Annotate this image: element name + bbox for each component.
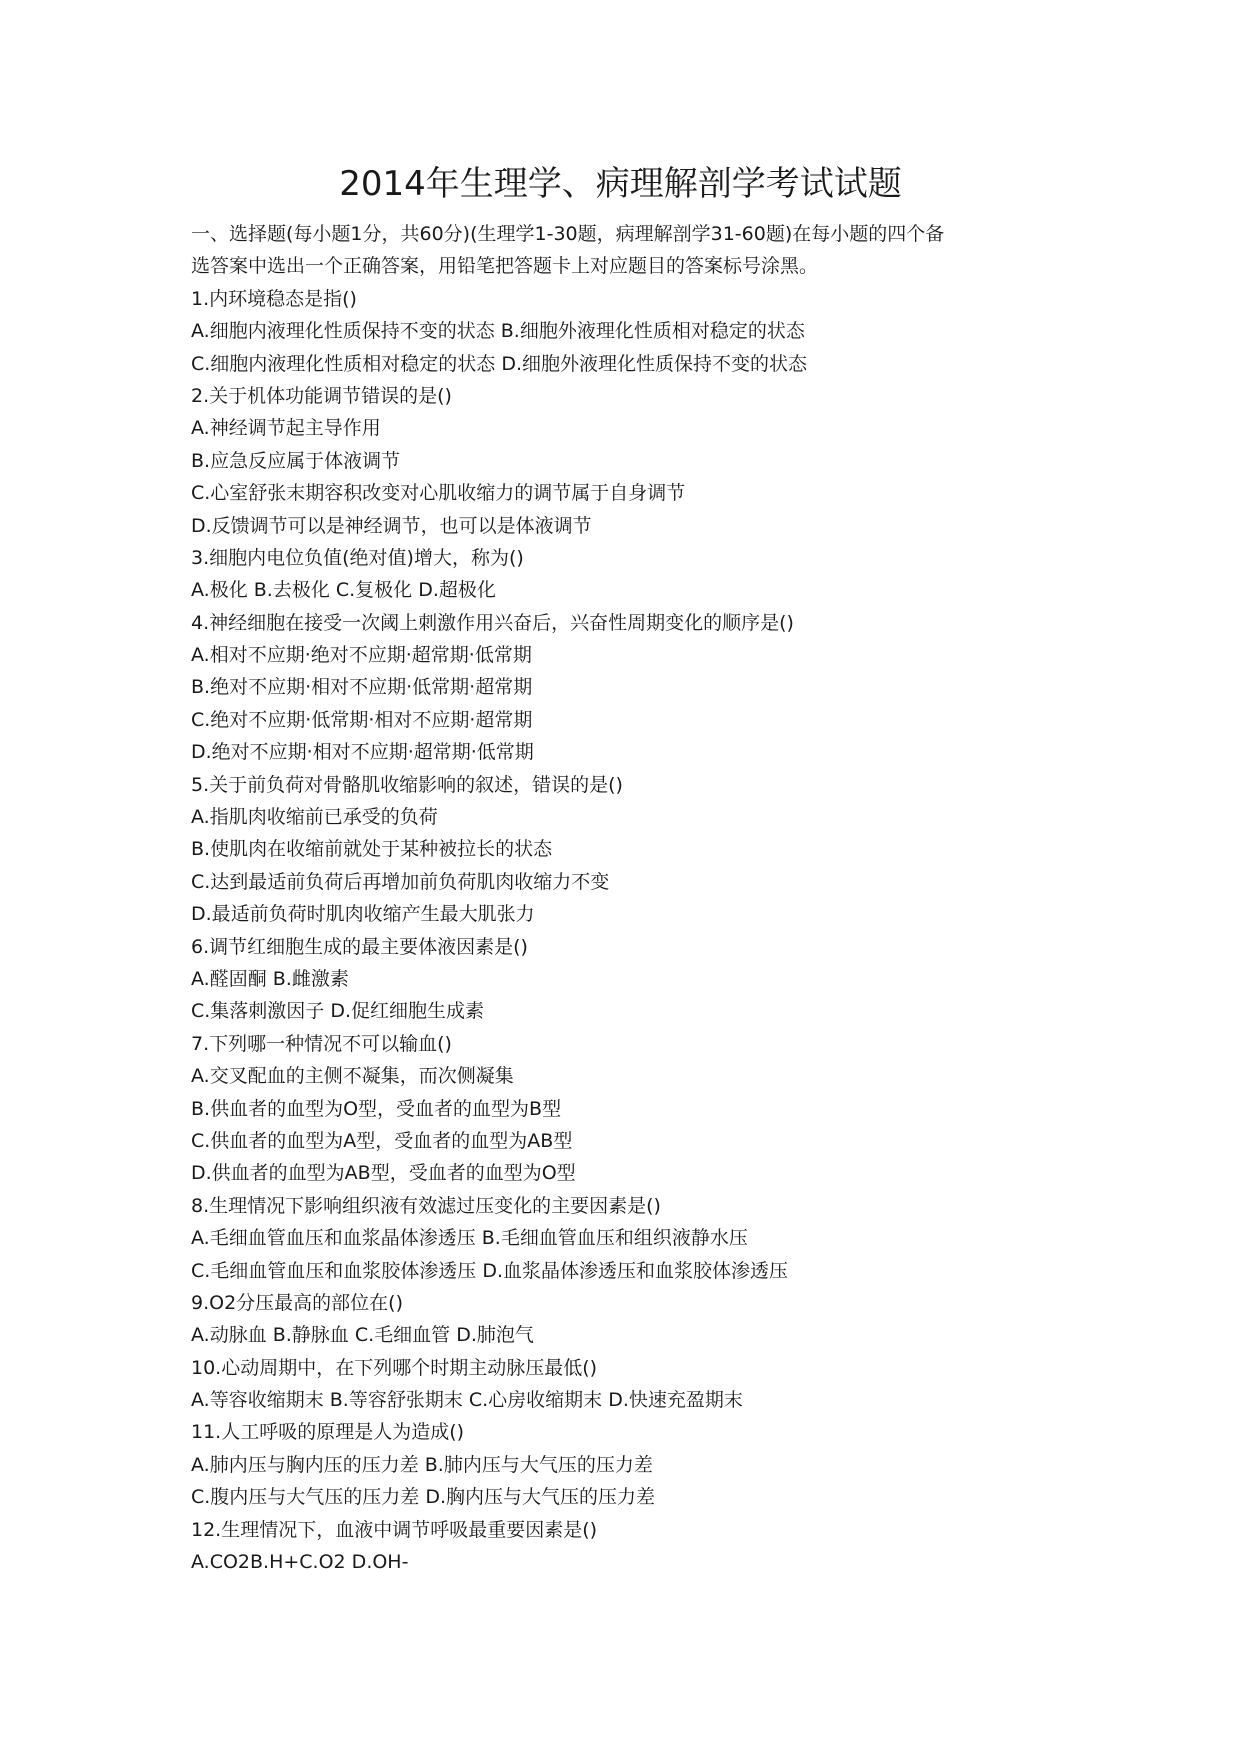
option-line: B.使肌肉在收缩前就处于某种被拉长的状态 (191, 838, 553, 861)
option-line: A.相对不应期·绝对不应期·超常期·低常期 (191, 644, 532, 667)
option-line: C.细胞内液理化性质相对稳定的状态 D.细胞外液理化性质保持不变的状态 (191, 352, 808, 375)
option-line: A.CO2B.H+C.O2 D.OH- (191, 1551, 409, 1574)
option-line: C.绝对不应期·低常期·相对不应期·超常期 (191, 708, 533, 731)
option-line: A.细胞内液理化性质保持不变的状态 B.细胞外液理化性质相对稳定的状态 (191, 320, 805, 343)
question-line: 2.关于机体功能调节错误的是() (191, 384, 452, 407)
question-line: 10.心动周期中，在下列哪个时期主动脉压最低() (191, 1356, 598, 1379)
option-line: D.最适前负荷时肌肉收缩产生最大肌张力 (191, 903, 535, 926)
option-line: A.动脉血 B.静脉血 C.毛细血管 D.肺泡气 (191, 1324, 534, 1347)
option-line: A.毛细血管血压和血浆晶体渗透压 B.毛细血管血压和组织液静水压 (191, 1227, 748, 1250)
question-line: 12.生理情况下，血液中调节呼吸最重要因素是() (191, 1518, 598, 1541)
question-line: 3.细胞内电位负值(绝对值)增大，称为() (191, 546, 524, 569)
question-line: 9.O2分压最高的部位在() (191, 1291, 403, 1314)
text-line: 一、选择题(每小题1分，共60分)(生理学1-30题，病理解剖学31-60题)在每小题的四个备 (191, 223, 945, 245)
question-line: 5.关于前负荷对骨骼肌收缩影响的叙述，错误的是() (191, 773, 623, 796)
question-line: 6.调节红细胞生成的最主要体液因素是() (191, 935, 528, 958)
document-title: 2014年生理学、病理解剖学考试试题 (339, 164, 902, 204)
option-line: C.达到最适前负荷后再增加前负荷肌肉收缩力不变 (191, 870, 610, 893)
option-line: D.反馈调节可以是神经调节，也可以是体液调节 (191, 514, 592, 537)
option-line: C.集落刺激因子 D.促红细胞生成素 (191, 1000, 485, 1023)
option-line: A.肺内压与胸内压的压力差 B.肺内压与大气压的压力差 (191, 1453, 653, 1476)
option-line: C.心室舒张末期容积改变对心肌收缩力的调节属于自身调节 (191, 482, 686, 505)
text-line: 选答案中选出一个正确答案，用铅笔把答题卡上对应题目的答案标号涂黑。 (191, 255, 819, 278)
question-line: 7.下列哪一种情况不可以输血() (191, 1032, 452, 1055)
option-line: B.绝对不应期·相对不应期·低常期·超常期 (191, 676, 533, 699)
question-line: 1.内环境稳态是指() (191, 287, 357, 310)
document-body (191, 218, 1071, 1578)
option-line: D.绝对不应期·相对不应期·超常期·低常期 (191, 741, 534, 764)
option-line: A.指肌肉收缩前已承受的负荷 (191, 806, 438, 829)
question-line: 8.生理情况下影响组织液有效滤过压变化的主要因素是() (191, 1194, 661, 1217)
option-line: A.醛固酮 B.雌激素 (191, 967, 349, 990)
option-line: A.交叉配血的主侧不凝集，而次侧凝集 (191, 1065, 514, 1088)
option-line: C.腹内压与大气压的压力差 D.胸内压与大气压的压力差 (191, 1486, 656, 1509)
option-line: C.供血者的血型为A型，受血者的血型为AB型 (191, 1129, 573, 1152)
option-line: B.供血者的血型为O型，受血者的血型为B型 (191, 1097, 562, 1120)
option-line: A.等容收缩期末 B.等容舒张期末 C.心房收缩期末 D.快速充盈期末 (191, 1389, 743, 1412)
option-line: A.极化 B.去极化 C.复极化 D.超极化 (191, 579, 496, 602)
option-line: A.神经调节起主导作用 (191, 417, 381, 440)
question-line: 4.神经细胞在接受一次阈上刺激作用兴奋后，兴奋性周期变化的顺序是() (191, 611, 794, 634)
option-line: C.毛细血管血压和血浆胶体渗透压 D.血浆晶体渗透压和血浆胶体渗透压 (191, 1259, 789, 1282)
option-line: D.供血者的血型为AB型，受血者的血型为O型 (191, 1162, 576, 1185)
option-line: B.应急反应属于体液调节 (191, 449, 401, 472)
question-line: 11.人工呼吸的原理是人为造成() (191, 1421, 465, 1444)
